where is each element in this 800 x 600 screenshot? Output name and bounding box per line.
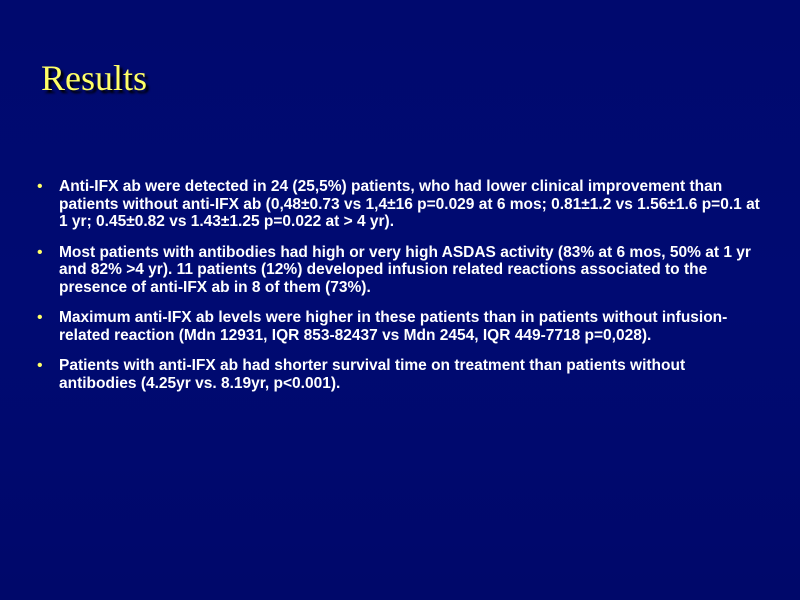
bullet-marker: •: [37, 357, 43, 374]
bullet-marker: •: [37, 243, 43, 261]
bullet-text: Anti-IFX ab were detected in 24 (25,5%) patients, who had lower clinical improvement than patients without anti-IFX ab (0,48±0.73 vs 1,4±16 p=0.029 at 6 mos; 0.81±1.2 vs 1.56±1.6 p=0.1 at 1 yr; 0.45±0.82 vs 1.43±1.25 p=0.022 at > 4 yr).: [59, 178, 760, 230]
bullet-list: [37, 178, 765, 405]
bullet-item: [37, 178, 765, 231]
bullet-item: [37, 309, 765, 344]
bullet-item: [37, 357, 765, 392]
bullet-item: [37, 244, 765, 297]
bullet-text: Maximum anti-IFX ab levels were higher in these patients than in patients without infusion-related reaction (Mdn 12931, IQR 853-82437 vs Mdn 2454, IQR 449-7718 p=0,028).: [59, 309, 728, 344]
slide-title: Results: [41, 58, 148, 98]
bullet-marker: •: [37, 309, 43, 326]
bullet-text: Most patients with antibodies had high or very high ASDAS activity (83% at 6 mos, 50% at 1 yr and 82% >4 yr). 11 patients (12%) developed infusion related reactions associated to the presence of anti-IFX ab in 8 of them (73%).: [59, 243, 751, 296]
bullet-text: Patients with anti-IFX ab had shorter survival time on treatment than patients without antibodies (4.25yr vs. 8.19yr, p<0.001).: [59, 357, 686, 392]
bullet-marker: •: [37, 178, 43, 195]
